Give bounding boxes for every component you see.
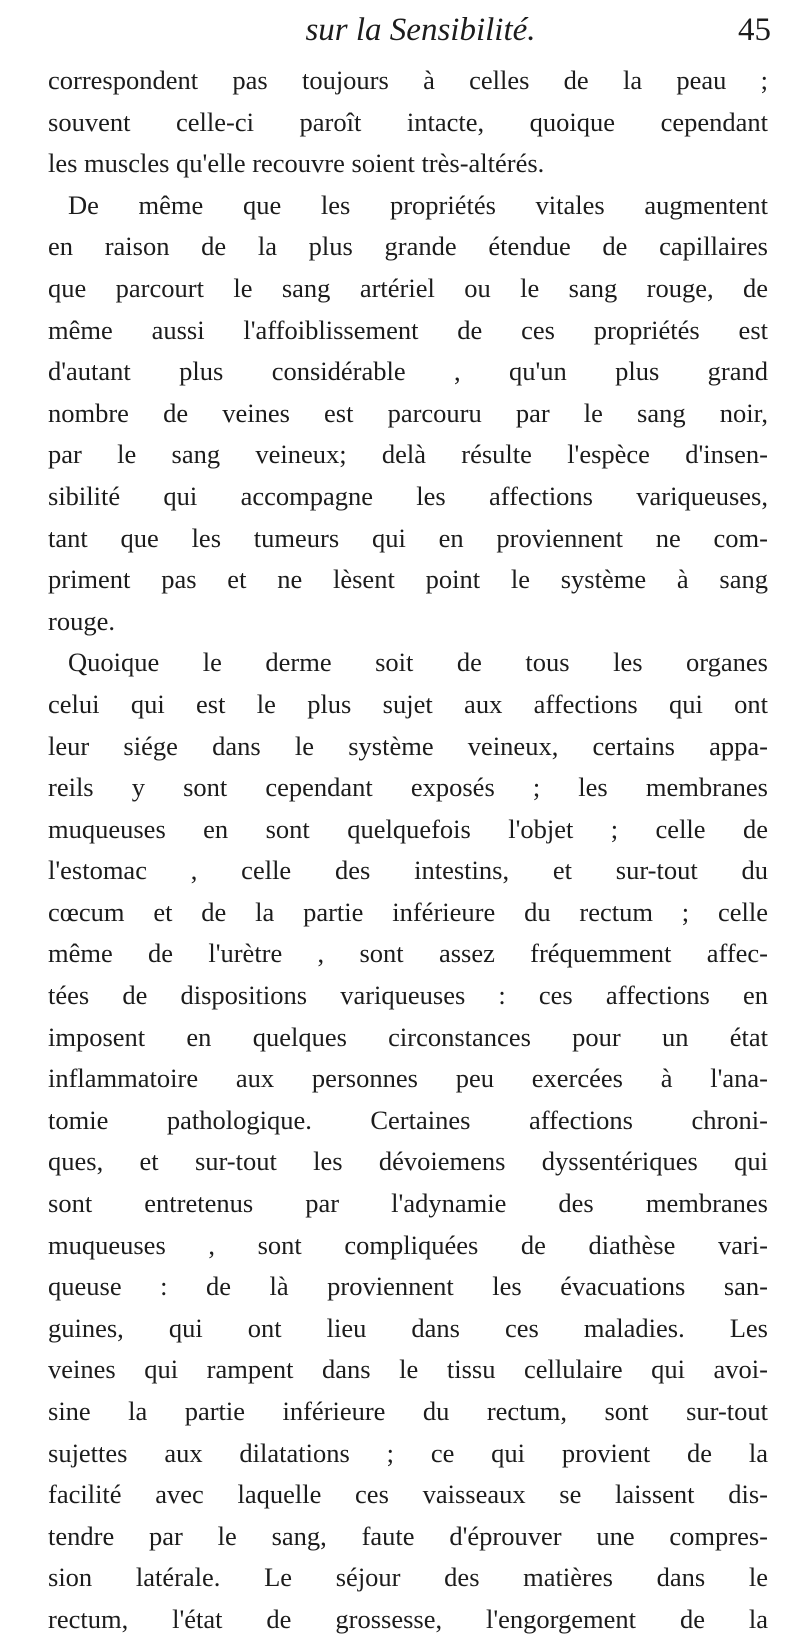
text-line: muqueuses , sont compliquées de diathèse vari- — [48, 1229, 768, 1260]
text-line: queuse : de là proviennent les évacuations san- — [48, 1271, 768, 1302]
page-number: 45 — [738, 12, 771, 48]
text-line: même aussi l'affoiblissement de ces propriétés est — [48, 314, 768, 345]
text-line: priment pas et ne lèsent point le système à sang — [48, 564, 768, 595]
text-line: sibilité qui accompagne les affections variqueuses, — [48, 480, 768, 511]
text-line: imposent en quelques circonstances pour un état — [48, 1021, 768, 1052]
text-line: sujettes aux dilatations ; ce qui provient de la — [48, 1437, 768, 1468]
text-line: muqueuses en sont quelquefois l'objet ; celle de — [48, 813, 768, 844]
paragraph-start-line: De même que les propriétés vitales augmentent — [68, 189, 768, 220]
text-line: rectum, l'état de grossesse, l'engorgement de la — [48, 1603, 768, 1634]
text-line: cœcum et de la partie inférieure du rectum ; celle — [48, 896, 768, 927]
text-line: d'autant plus considérable , qu'un plus grand — [48, 356, 768, 387]
text-line: en raison de la plus grande étendue de capillaires — [48, 231, 768, 262]
text-line: que parcourt le sang artériel ou le sang rouge, de — [48, 272, 768, 303]
text-line: même de l'urètre , sont assez fréquemment affec- — [48, 938, 768, 969]
text-line: facilité avec laquelle ces vaisseaux se laissent dis- — [48, 1479, 768, 1510]
page-header — [48, 8, 793, 54]
text-line: par le sang veineux; delà résulte l'espèce d'insen- — [48, 439, 768, 470]
text-line: ques, et sur-tout les dévoiemens dyssentériques qui — [48, 1146, 768, 1177]
paragraph-start-line: Quoique le derme soit de tous les organes — [68, 647, 768, 678]
text-line: sont entretenus par l'adynamie des membranes — [48, 1188, 768, 1219]
text-line: l'estomac , celle des intestins, et sur-tout du — [48, 855, 768, 886]
body-text — [48, 60, 768, 1641]
text-line: guines, qui ont lieu dans ces maladies. Les — [48, 1312, 768, 1343]
text-line: tendre par le sang, faute d'éprouver une compres- — [48, 1520, 768, 1551]
text-line: leur siége dans le système veineux, certains appa- — [48, 730, 768, 761]
text-line: rouge. — [48, 605, 115, 636]
text-line: celui qui est le plus sujet aux affections qui ont — [48, 688, 768, 719]
text-line: tomie pathologique. Certaines affections chroni- — [48, 1104, 768, 1135]
text-line: les muscles qu'elle recouvre soient très-altérés. — [48, 148, 545, 179]
text-line: inflammatoire aux personnes peu exercées à l'ana- — [48, 1063, 768, 1094]
text-line: tées de dispositions variqueuses : ces affections en — [48, 980, 768, 1011]
text-line: sine la partie inférieure du rectum, sont sur-tout — [48, 1396, 768, 1426]
text-line: sion latérale. Le séjour des matières dans le — [48, 1562, 768, 1593]
text-line: correspondent pas toujours à celles de la peau ; — [48, 65, 768, 95]
text-line: tant que les tumeurs qui en proviennent ne com- — [48, 522, 768, 553]
text-line: veines qui rampent dans le tissu cellulaire qui avoi- — [48, 1354, 768, 1385]
running-title: sur la Sensibilité. — [305, 12, 536, 48]
text-line: nombre de veines est parcouru par le sang noir, — [48, 397, 768, 428]
text-line: souvent celle-ci paroît intacte, quoique cependant — [48, 106, 768, 137]
text-line: reils y sont cependant exposés ; les membranes — [48, 772, 768, 803]
